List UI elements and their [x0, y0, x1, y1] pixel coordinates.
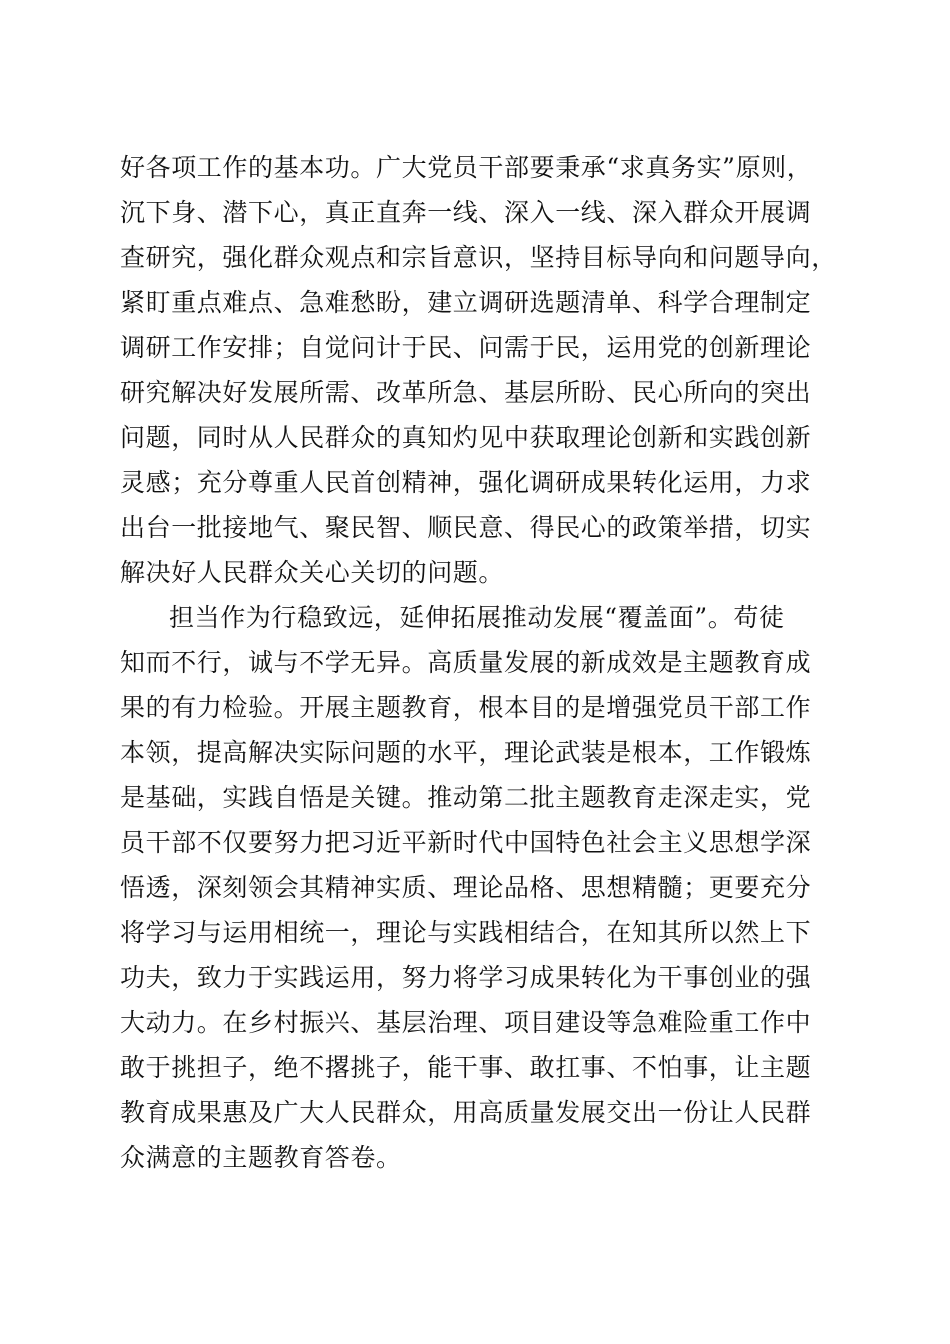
paragraph-line: 调研工作安排；自觉问计于民、问需于民，运用党的创新理论	[120, 333, 812, 362]
paragraph-line: 悟透，深刻领会其精神实质、理论品格、思想精髓；更要充分	[120, 873, 812, 902]
paragraph-line: 功夫，致力于实践运用，努力将学习成果转化为干事创业的强	[120, 963, 812, 992]
paragraph-line: 将学习与运用相统一，理论与实践相结合，在知其所以然上下	[120, 918, 812, 947]
paragraph-line: 果的有力检验。开展主题教育，根本目的是增强党员干部工作	[120, 693, 812, 722]
paragraph-line: 问题，同时从人民群众的真知灼见中获取理论创新和实践创新	[120, 423, 812, 452]
paragraph-line: 众满意的主题教育答卷。	[120, 1143, 402, 1172]
paragraph-line: 是基础，实践自悟是关键。推动第二批主题教育走深走实，党	[120, 783, 812, 812]
document-body	[120, 145, 840, 1180]
paragraph-line: 查研究，强化群众观点和宗旨意识，坚持目标导向和问题导向，	[120, 243, 837, 272]
paragraph-line: 紧盯重点难点、急难愁盼，建立调研选题清单、科学合理制定	[120, 288, 812, 317]
paragraph-line: 出台一批接地气、聚民智、顺民意、得民心的政策举措，切实	[120, 513, 812, 542]
paragraph-line: 研究解决好发展所需、改革所急、基层所盼、民心所向的突出	[120, 378, 812, 407]
paragraph-line: 员干部不仅要努力把习近平新时代中国特色社会主义思想学深	[120, 828, 812, 857]
paragraph-line: 大动力。在乡村振兴、基层治理、项目建设等急难险重工作中	[120, 1008, 812, 1037]
paragraph-2	[120, 595, 840, 1180]
paragraph-1	[120, 145, 840, 595]
paragraph-line: 担当作为行稳致远，延伸拓展推动发展“覆盖面”。苟徒	[169, 603, 785, 632]
paragraph-line: 好各项工作的基本功。广大党员干部要秉承“求真务实”原则，	[120, 153, 813, 182]
paragraph-line: 本领，提高解决实际问题的水平，理论武装是根本，工作锻炼	[120, 738, 812, 767]
paragraph-line: 教育成果惠及广大人民群众，用高质量发展交出一份让人民群	[120, 1098, 812, 1127]
paragraph-line: 灵感；充分尊重人民首创精神，强化调研成果转化运用，力求	[120, 468, 812, 497]
paragraph-line: 敢于挑担子，绝不撂挑子，能干事、敢扛事、不怕事，让主题	[120, 1053, 812, 1082]
paragraph-line: 解决好人民群众关心关切的问题。	[120, 558, 505, 587]
paragraph-line: 知而不行，诚与不学无异。高质量发展的新成效是主题教育成	[120, 648, 812, 677]
paragraph-line: 沉下身、潜下心，真正直奔一线、深入一线、深入群众开展调	[120, 198, 812, 227]
